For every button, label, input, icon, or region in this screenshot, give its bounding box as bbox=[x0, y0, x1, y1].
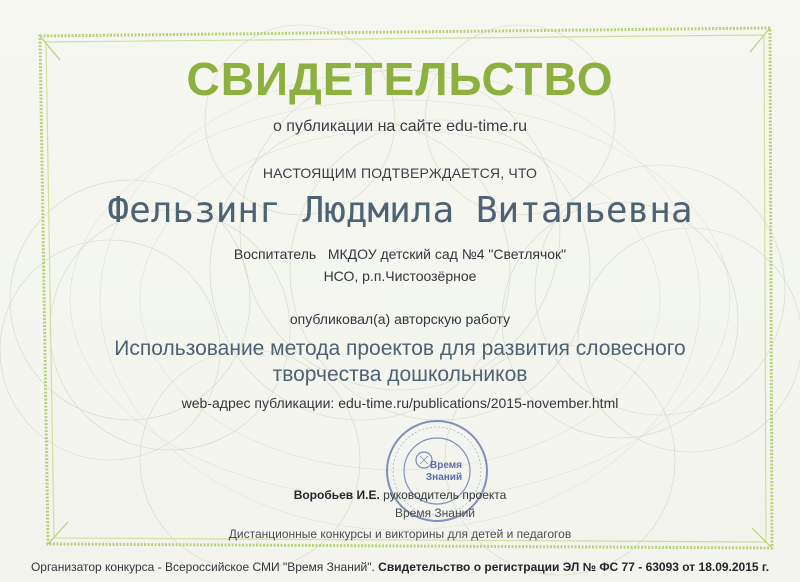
signer-organization: Время Знаний bbox=[394, 506, 475, 520]
stamp-text-line-1: Время bbox=[430, 460, 462, 471]
recipient-position: Воспитатель МКДОУ детский сад №4 "Светлячок" bbox=[233, 246, 567, 262]
signer-role: руководитель проекта bbox=[383, 488, 507, 502]
signer-name: Воробьев И.Е. bbox=[293, 488, 380, 502]
certificate-title: СВИДЕТЕЛЬСТВО bbox=[186, 53, 614, 105]
signature-line bbox=[0, 488, 800, 502]
footer-registration: Свидетельство о регистрации ЭЛ № ФС 77 - 63093 от 18.09.2015 г. bbox=[378, 560, 770, 574]
certificate-footer bbox=[0, 560, 800, 574]
recipient-name: Фельзинг Людмила Витальевна bbox=[107, 190, 693, 231]
certificate-subtitle: о публикации на сайте edu-time.ru bbox=[272, 118, 528, 135]
publication-url: web-адрес публикации: edu-time.ru/publications/2015-november.html bbox=[181, 395, 619, 411]
work-title-line-1: Использование метода проектов для развития словесного bbox=[114, 337, 686, 360]
contests-text: Дистанционные конкурсы и викторины для детей и педагогов bbox=[228, 527, 572, 541]
stamp-text-line-2: Знаний bbox=[425, 472, 463, 483]
work-title-line-2: творчества дошкольников bbox=[272, 363, 528, 386]
work-title bbox=[100, 336, 700, 388]
published-text: опубликовал(а) авторскую работу bbox=[289, 311, 511, 327]
footer-organizer: Организатор конкурса - Всероссийское СМИ "Время Знаний". bbox=[30, 560, 375, 574]
recipient-location: НСО, р.п.Чистоозёрное bbox=[323, 268, 477, 284]
confirmation-text: НАСТОЯЩИМ ПОДТВЕРЖДАЕТСЯ, ЧТО bbox=[262, 165, 538, 181]
